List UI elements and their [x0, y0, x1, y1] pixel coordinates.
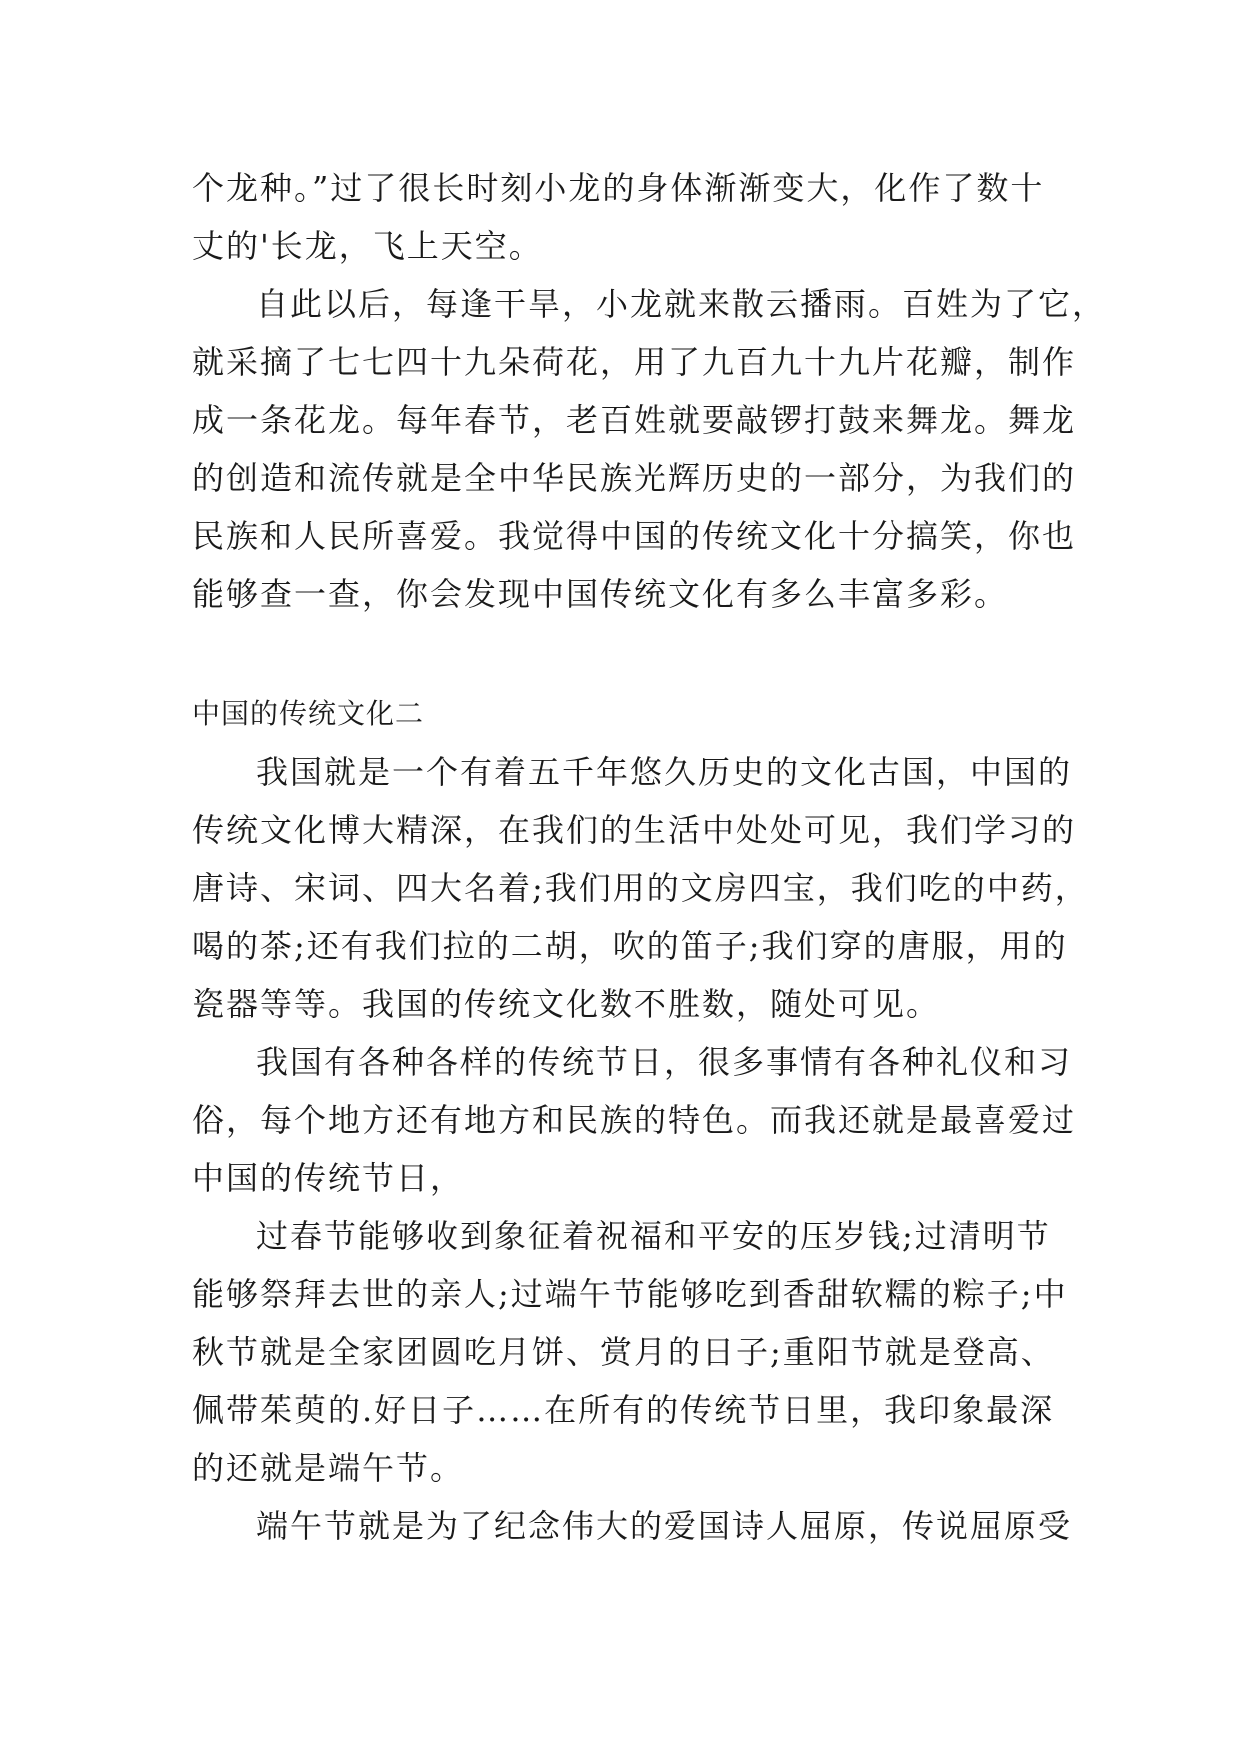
- text-line: 俗，每个地方还有地方和民族的特色。而我还就是最喜爱过: [192, 1101, 1077, 1139]
- text-line: 传统文化博大精深，在我们的生活中处处可见，我们学习的: [192, 811, 1077, 849]
- text-line: 中国的传统节日，: [192, 1159, 465, 1197]
- text-line: 的还就是端午节。: [192, 1449, 465, 1487]
- section-heading: 中国的传统文化二: [192, 697, 425, 730]
- text-line: 秋节就是全家团圆吃月饼、赏月的日子;重阳节就是登高、: [192, 1333, 1055, 1371]
- paragraph-start-line: 端午节就是为了纪念伟大的爱国诗人屈原，传说屈原受: [256, 1507, 1073, 1545]
- paragraph-start-line: 自此以后，每逢干旱，小龙就来散云播雨。百姓为了它，: [256, 285, 1107, 323]
- text-line: 丈的'长龙，飞上天空。: [192, 227, 543, 265]
- text-line: 能够祭拜去世的亲人;过端午节能够吃到香甜软糯的粽子;中: [192, 1275, 1068, 1313]
- paragraph-start-line: 过春节能够收到象征着祝福和平安的压岁钱;过清明节: [256, 1217, 1051, 1255]
- text-line: 能够查一查，你会发现中国传统文化有多么丰富多彩。: [192, 575, 1009, 613]
- text-line: 个龙种。”过了很长时刻小龙的身体渐渐变大，化作了数十: [192, 169, 1045, 207]
- text-line: 唐诗、宋词、四大名着;我们用的文房四宝，我们吃的中药，: [192, 869, 1089, 907]
- text-line: 成一条花龙。每年春节，老百姓就要敲锣打鼓来舞龙。舞龙: [192, 401, 1077, 439]
- paragraph-start-line: 我国有各种各样的传统节日，很多事情有各种礼仪和习: [256, 1043, 1073, 1081]
- text-line: 喝的茶;还有我们拉的二胡，吹的笛子;我们穿的唐服，用的: [192, 927, 1068, 965]
- text-line: 瓷器等等。我国的传统文化数不胜数，随处可见。: [192, 985, 941, 1023]
- paragraph-start-line: 我国就是一个有着五千年悠久历史的文化古国，中国的: [256, 753, 1073, 791]
- text-line: 就采摘了七七四十九朵荷花，用了九百九十九片花瓣，制作: [192, 343, 1077, 381]
- text-line: 民族和人民所喜爱。我觉得中国的传统文化十分搞笑，你也: [192, 517, 1077, 555]
- text-line: 的创造和流传就是全中华民族光辉历史的一部分，为我们的: [192, 459, 1077, 497]
- text-line: 佩带茱萸的.好日子……在所有的传统节日里，我印象最深: [192, 1391, 1055, 1429]
